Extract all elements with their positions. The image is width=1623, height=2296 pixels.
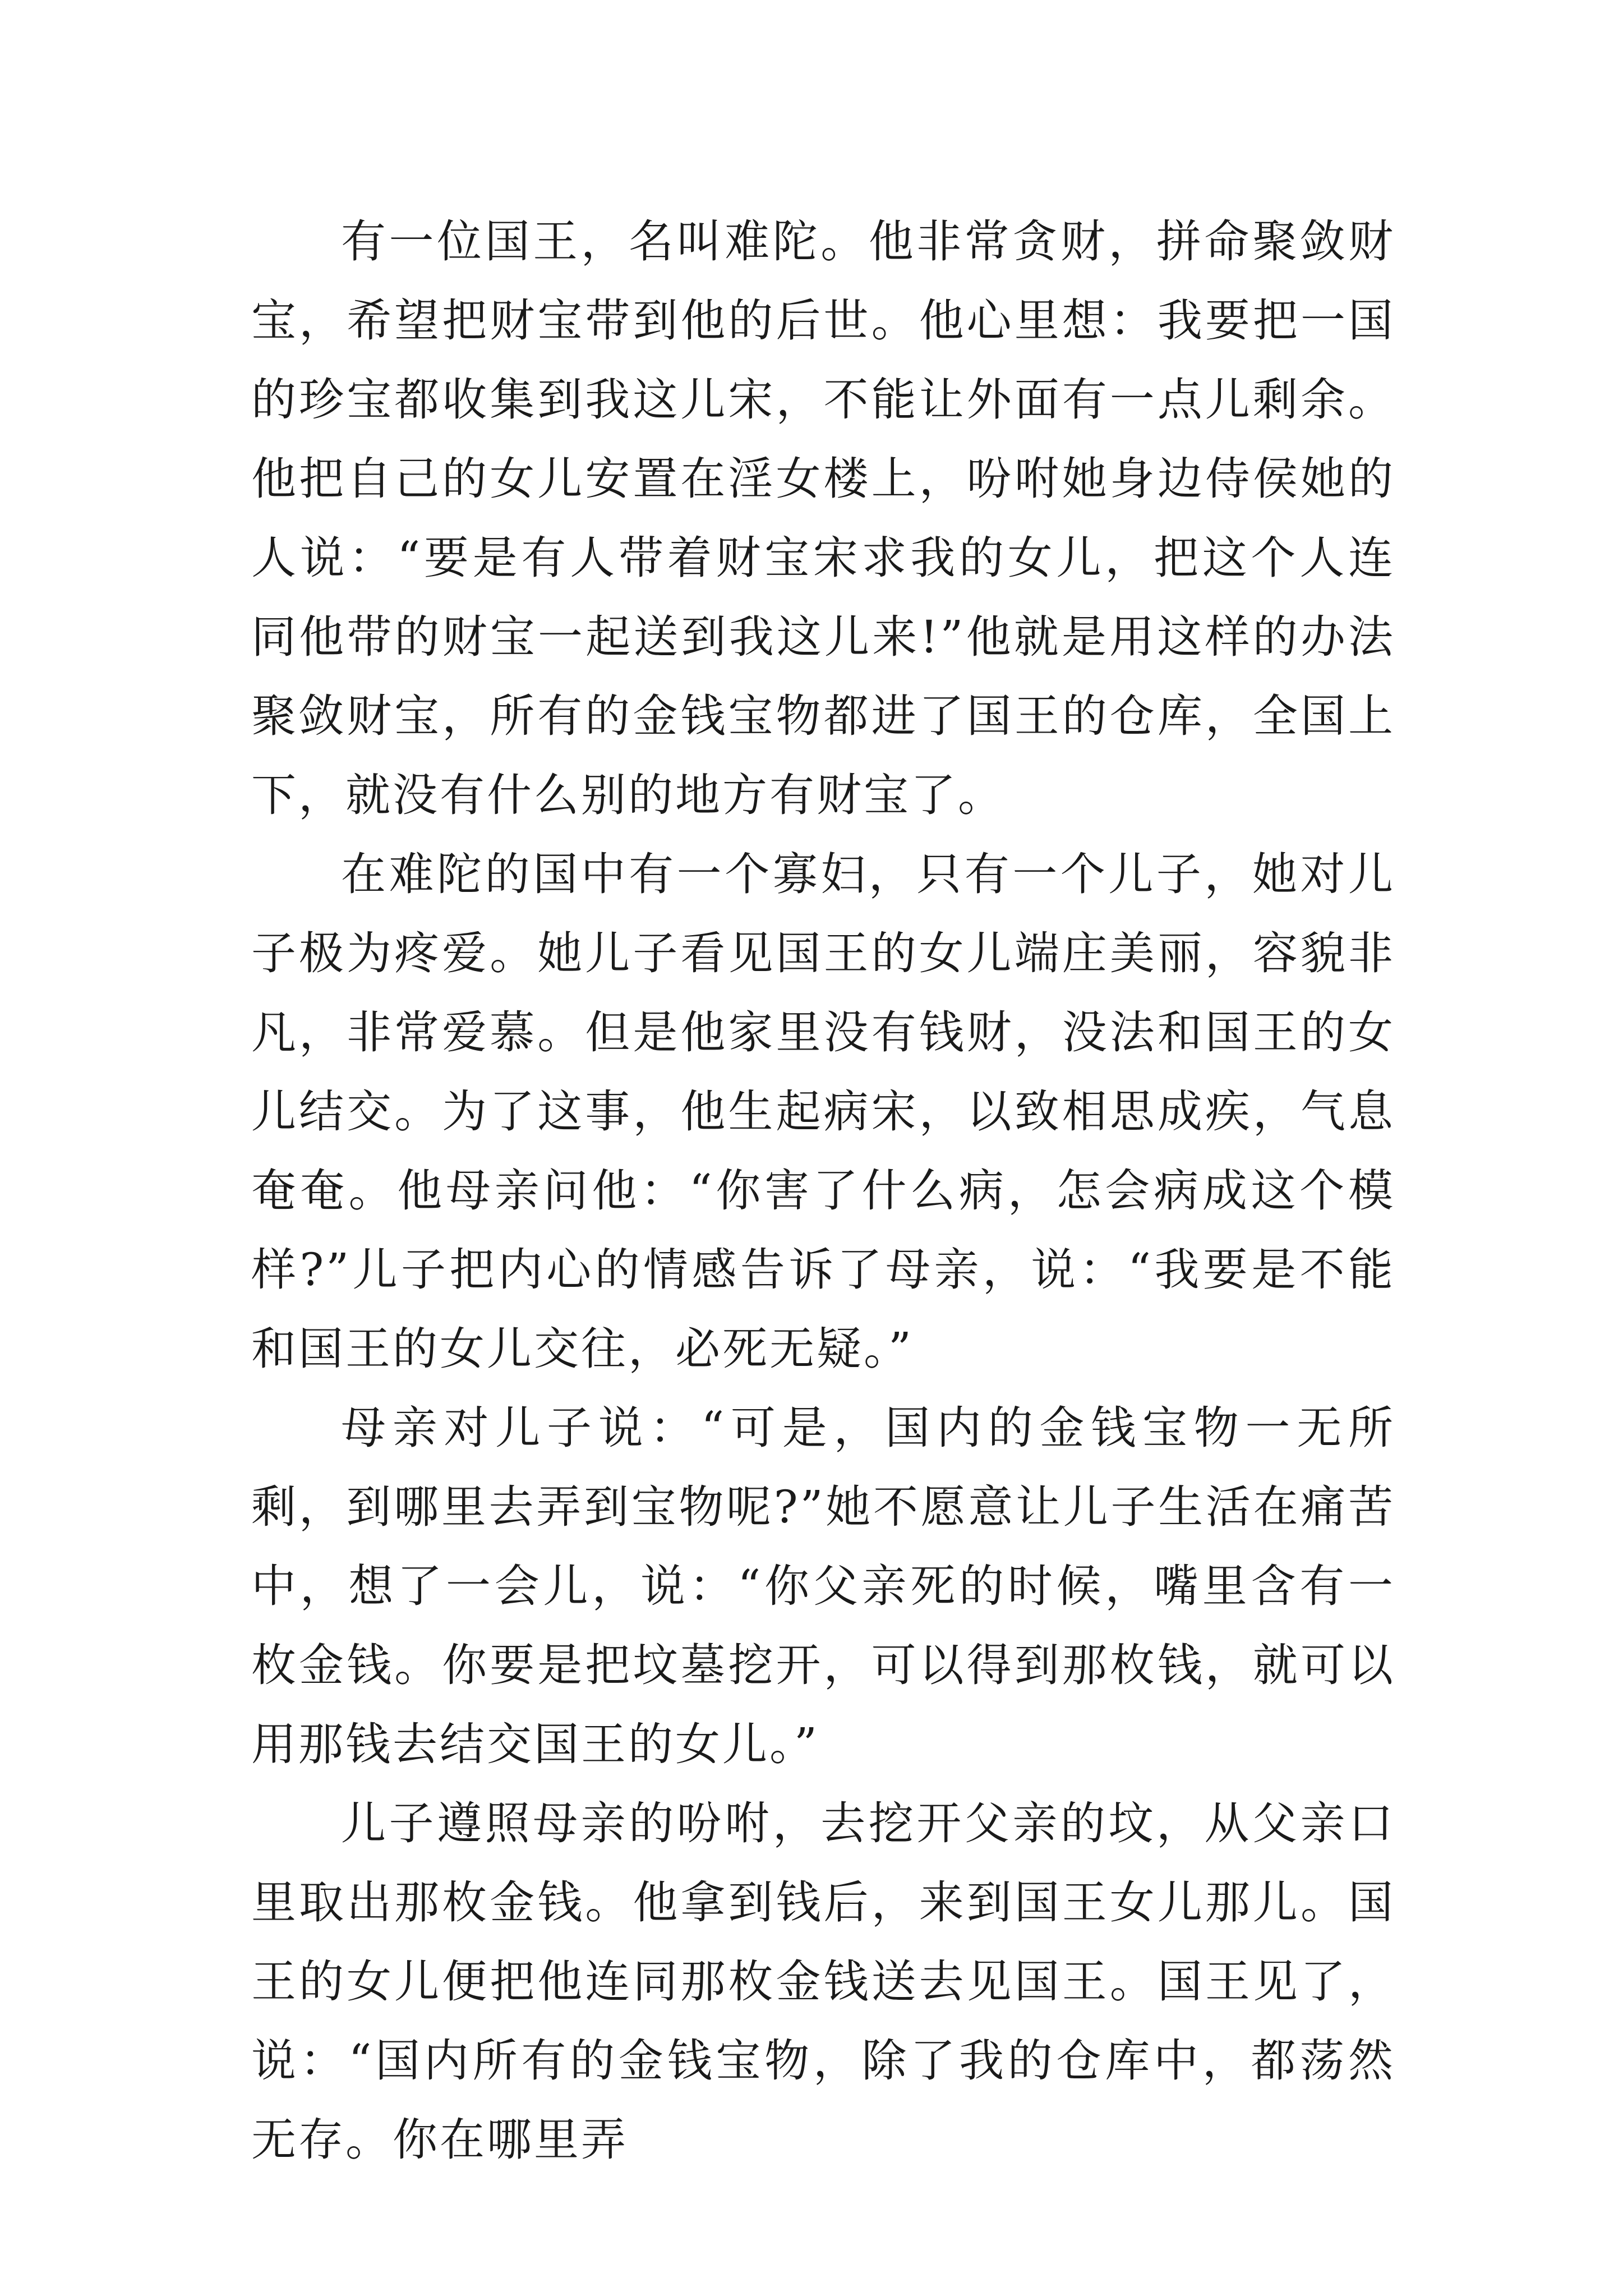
- paragraph-1: 有一位国王，名叫难陀。他非常贪财，拼命聚敛财宝，希望把财宝带到他的后世。他心里想：我要把一国的珍宝都收集到我这儿宋，不能让外面有一点儿剩余。他把自己的女儿安置在淫女楼上，吩咐她身边侍侯她的人说：“要是有人带着财宝宋求我的女儿，把这个人连同他带的财宝一起送到我这儿来!”他就是用这样的办法聚敛财宝，所有的金钱宝物都进了国王的仓库，全国上下，就没有什么别的地方有财宝了。: [251, 215, 1395, 821]
- paragraph-4: 儿子遵照母亲的吩咐，去挖开父亲的坟，从父亲口里取出那枚金钱。他拿到钱后，来到国王女儿那儿。国王的女儿便把他连同那枚金钱送去见国王。国王见了，说：“国内所有的金钱宝物，除了我的仓库中，都荡然无存。你在哪里弄: [251, 1797, 1395, 2166]
- paragraph-3: 母亲对儿子说：“可是，国内的金钱宝物一无所剩，到哪里去弄到宝物呢?”她不愿意让儿子生活在痛苦中，想了一会儿，说：“你父亲死的时候，嘴里含有一枚金钱。你要是把坟墓挖开，可以得到那枚钱，就可以用那钱去结交国王的女儿。”: [251, 1402, 1395, 1770]
- story-text: [251, 202, 1395, 2179]
- paragraph-2: 在难陀的国中有一个寡妇，只有一个儿子，她对儿子极为疼爱。她儿子看见国王的女儿端庄美丽，容貌非凡，非常爱慕。但是他家里没有钱财，没法和国王的女儿结交。为了这事，他生起病宋，以致相思成疾，气息奄奄。他母亲问他：“你害了什么病，怎会病成这个模样?”儿子把内心的情感告诉了母亲，说：“我要是不能和国王的女儿交往，必死无疑。”: [251, 848, 1395, 1375]
